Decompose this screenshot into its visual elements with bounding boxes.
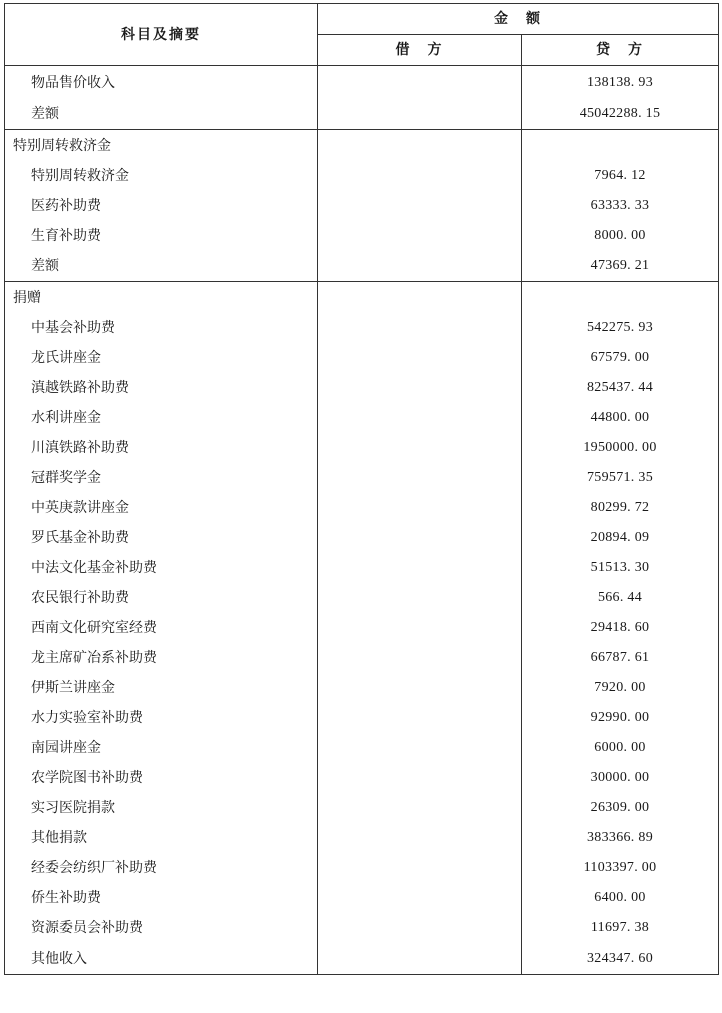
credit-amount: 80299. 72 xyxy=(522,493,719,523)
credit-amount: 7920. 00 xyxy=(522,673,719,703)
credit-amount: 383366. 89 xyxy=(522,823,719,853)
debit-amount xyxy=(318,433,522,463)
debit-amount xyxy=(318,161,522,191)
credit-amount: 542275. 93 xyxy=(522,313,719,343)
section-debit-cell xyxy=(318,130,522,162)
debit-amount xyxy=(318,943,522,975)
ledger-table xyxy=(4,3,719,975)
row-label: 差额 xyxy=(5,99,318,130)
table-row xyxy=(5,251,719,282)
debit-amount xyxy=(318,823,522,853)
row-label: 资源委员会补助费 xyxy=(5,913,318,943)
table-row xyxy=(5,943,719,975)
table-row xyxy=(5,191,719,221)
credit-amount: 51513. 30 xyxy=(522,553,719,583)
credit-amount: 47369. 21 xyxy=(522,251,719,282)
table-row xyxy=(5,523,719,553)
row-label: 冠群奖学金 xyxy=(5,463,318,493)
credit-amount: 20894. 09 xyxy=(522,523,719,553)
row-label: 差额 xyxy=(5,251,318,282)
table-row xyxy=(5,66,719,100)
credit-amount: 1103397. 00 xyxy=(522,853,719,883)
table-row xyxy=(5,221,719,251)
table-row xyxy=(5,313,719,343)
row-label: 中英庚款讲座金 xyxy=(5,493,318,523)
table-row xyxy=(5,883,719,913)
table-row xyxy=(5,913,719,943)
row-label: 农学院图书补助费 xyxy=(5,763,318,793)
table-row xyxy=(5,493,719,523)
section-row xyxy=(5,130,719,162)
table-row xyxy=(5,673,719,703)
debit-amount xyxy=(318,523,522,553)
table-row xyxy=(5,763,719,793)
row-label: 南园讲座金 xyxy=(5,733,318,763)
debit-amount xyxy=(318,643,522,673)
credit-amount: 63333. 33 xyxy=(522,191,719,221)
table-row xyxy=(5,613,719,643)
credit-amount: 7964. 12 xyxy=(522,161,719,191)
credit-column-header: 贷 方 xyxy=(522,35,719,66)
row-label: 水力实验室补助费 xyxy=(5,703,318,733)
table-row xyxy=(5,823,719,853)
debit-amount xyxy=(318,251,522,282)
table-row xyxy=(5,853,719,883)
section-credit-cell xyxy=(522,282,719,314)
section-title: 捐赠 xyxy=(5,282,318,314)
debit-amount xyxy=(318,493,522,523)
debit-amount xyxy=(318,66,522,100)
debit-amount xyxy=(318,913,522,943)
credit-amount: 1950000. 00 xyxy=(522,433,719,463)
row-label: 龙主席矿冶系补助费 xyxy=(5,643,318,673)
row-label: 医药补助费 xyxy=(5,191,318,221)
credit-amount: 45042288. 15 xyxy=(522,99,719,130)
credit-amount: 44800. 00 xyxy=(522,403,719,433)
row-label: 物品售价收入 xyxy=(5,66,318,100)
row-label: 经委会纺织厂补助费 xyxy=(5,853,318,883)
credit-amount: 67579. 00 xyxy=(522,343,719,373)
debit-amount xyxy=(318,403,522,433)
row-label: 罗氏基金补助费 xyxy=(5,523,318,553)
row-label: 龙氏讲座金 xyxy=(5,343,318,373)
debit-amount xyxy=(318,463,522,493)
table-row xyxy=(5,161,719,191)
table-row xyxy=(5,433,719,463)
debit-amount xyxy=(318,763,522,793)
table-row xyxy=(5,343,719,373)
debit-amount xyxy=(318,703,522,733)
credit-amount: 324347. 60 xyxy=(522,943,719,975)
table-row xyxy=(5,99,719,130)
debit-amount xyxy=(318,583,522,613)
table-row xyxy=(5,583,719,613)
credit-amount: 26309. 00 xyxy=(522,793,719,823)
amount-group-header: 金 额 xyxy=(318,4,719,35)
table-row xyxy=(5,403,719,433)
row-label: 中基会补助费 xyxy=(5,313,318,343)
row-label: 其他捐款 xyxy=(5,823,318,853)
row-label: 川滇铁路补助费 xyxy=(5,433,318,463)
table-row xyxy=(5,793,719,823)
credit-amount: 8000. 00 xyxy=(522,221,719,251)
row-label: 中法文化基金补助费 xyxy=(5,553,318,583)
table-row xyxy=(5,703,719,733)
debit-amount xyxy=(318,221,522,251)
subject-column-header: 科目及摘要 xyxy=(5,4,318,66)
debit-amount xyxy=(318,553,522,583)
debit-amount xyxy=(318,373,522,403)
row-label: 生育补助费 xyxy=(5,221,318,251)
debit-amount xyxy=(318,733,522,763)
credit-amount: 29418. 60 xyxy=(522,613,719,643)
row-label: 水利讲座金 xyxy=(5,403,318,433)
table-row xyxy=(5,463,719,493)
debit-amount xyxy=(318,613,522,643)
credit-amount: 825437. 44 xyxy=(522,373,719,403)
row-label: 农民银行补助费 xyxy=(5,583,318,613)
section-row xyxy=(5,282,719,314)
credit-amount: 66787. 61 xyxy=(522,643,719,673)
header-row-top xyxy=(5,4,719,35)
debit-amount xyxy=(318,191,522,221)
row-label: 侨生补助费 xyxy=(5,883,318,913)
credit-amount: 11697. 38 xyxy=(522,913,719,943)
row-label: 特别周转救济金 xyxy=(5,161,318,191)
credit-amount: 6400. 00 xyxy=(522,883,719,913)
debit-amount xyxy=(318,793,522,823)
credit-amount: 759571. 35 xyxy=(522,463,719,493)
debit-amount xyxy=(318,883,522,913)
row-label: 伊斯兰讲座金 xyxy=(5,673,318,703)
row-label: 其他收入 xyxy=(5,943,318,975)
credit-amount: 92990. 00 xyxy=(522,703,719,733)
section-credit-cell xyxy=(522,130,719,162)
debit-amount xyxy=(318,853,522,883)
section-title: 特别周转救济金 xyxy=(5,130,318,162)
debit-amount xyxy=(318,313,522,343)
table-row xyxy=(5,733,719,763)
table-row xyxy=(5,373,719,403)
debit-amount xyxy=(318,673,522,703)
row-label: 西南文化研究室经费 xyxy=(5,613,318,643)
debit-column-header: 借 方 xyxy=(318,35,522,66)
credit-amount: 6000. 00 xyxy=(522,733,719,763)
row-label: 滇越铁路补助费 xyxy=(5,373,318,403)
debit-amount xyxy=(318,343,522,373)
credit-amount: 30000. 00 xyxy=(522,763,719,793)
row-label: 实习医院捐款 xyxy=(5,793,318,823)
table-row xyxy=(5,553,719,583)
credit-amount: 566. 44 xyxy=(522,583,719,613)
credit-amount: 138138. 93 xyxy=(522,66,719,100)
table-row xyxy=(5,643,719,673)
debit-amount xyxy=(318,99,522,130)
section-debit-cell xyxy=(318,282,522,314)
